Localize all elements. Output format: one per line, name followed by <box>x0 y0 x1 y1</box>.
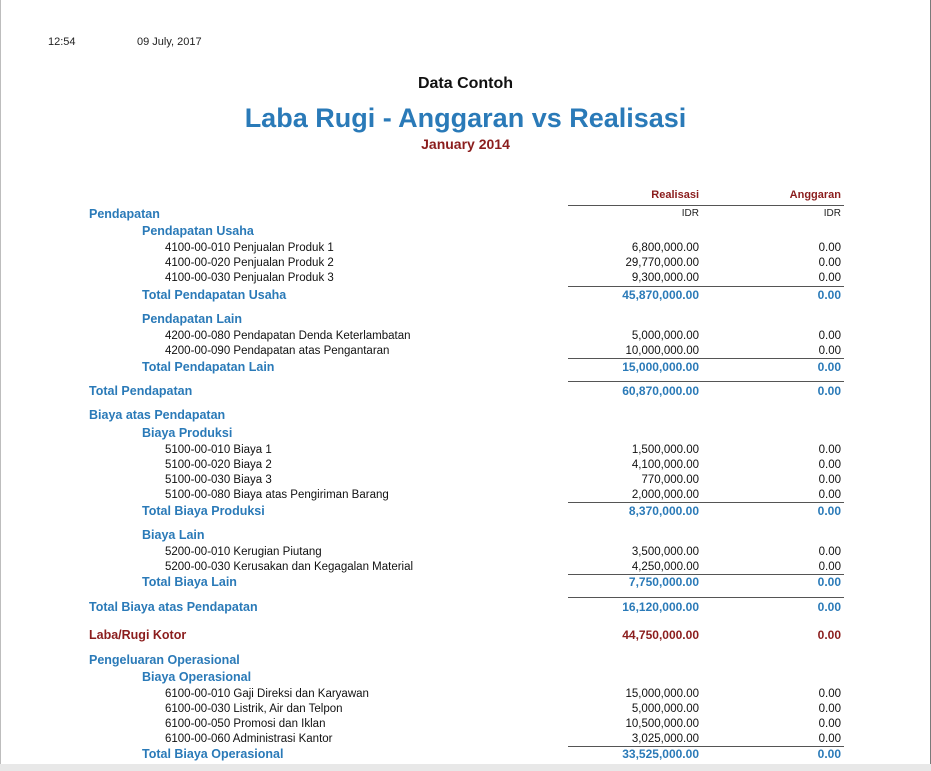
subtotal-rule <box>568 574 844 575</box>
amount-realisasi: 5,000,000.00 <box>631 703 699 715</box>
total-pendapatan-usaha-anggaran: 0.00 <box>817 288 841 302</box>
print-date: 09 July, 2017 <box>137 36 202 48</box>
account-row: 4100-00-010 Penjualan Produk 1 <box>165 242 334 254</box>
total-pendapatan-lain-realisasi: 15,000,000.00 <box>622 360 699 374</box>
column-header-anggaran: Anggaran <box>789 189 841 201</box>
account-row: 4200-00-080 Pendapatan Denda Keterlambatan <box>165 330 411 342</box>
laba-rugi-kotor-anggaran: 0.00 <box>817 628 841 642</box>
amount-anggaran: 0.00 <box>818 330 841 342</box>
total-biaya-operasional-realisasi: 33,525,000.00 <box>622 747 699 761</box>
amount-anggaran: 0.00 <box>818 257 841 269</box>
total-biaya-lain-label: Total Biaya Lain <box>142 575 237 589</box>
amount-realisasi: 29,770,000.00 <box>625 257 699 269</box>
group-biaya-lain: Biaya Lain <box>142 528 205 542</box>
account-row: 5100-00-080 Biaya atas Pengiriman Barang <box>165 489 389 501</box>
account-row: 5100-00-030 Biaya 3 <box>165 474 272 486</box>
column-header-rule <box>568 205 844 206</box>
total-biaya-produksi-anggaran: 0.00 <box>817 504 841 518</box>
section-biaya-atas-pendapatan: Biaya atas Pendapatan <box>89 408 226 422</box>
company-name: Data Contoh <box>417 75 514 92</box>
amount-anggaran: 0.00 <box>818 345 841 357</box>
amount-realisasi: 2,000,000.00 <box>631 489 699 501</box>
amount-realisasi: 9,300,000.00 <box>631 272 699 284</box>
amount-realisasi: 3,500,000.00 <box>631 546 699 558</box>
account-row: 4200-00-090 Pendapatan atas Pengantaran <box>165 345 390 357</box>
total-biaya-lain-anggaran: 0.00 <box>817 575 841 589</box>
currency-anggaran: IDR <box>823 208 841 219</box>
total-biaya-produksi-label: Total Biaya Produksi <box>142 504 265 518</box>
amount-anggaran: 0.00 <box>818 444 841 456</box>
total-biaya-produksi-realisasi: 8,370,000.00 <box>628 504 699 518</box>
currency-realisasi: IDR <box>681 208 699 219</box>
amount-anggaran: 0.00 <box>818 459 841 471</box>
account-row: 6100-00-050 Promosi dan Iklan <box>165 718 326 730</box>
account-row: 6100-00-010 Gaji Direksi dan Karyawan <box>165 688 369 700</box>
amount-realisasi: 10,500,000.00 <box>625 718 699 730</box>
section-pendapatan: Pendapatan <box>89 207 160 221</box>
total-biaya-atas-pendapatan-realisasi: 16,120,000.00 <box>622 600 699 614</box>
amount-anggaran: 0.00 <box>818 272 841 284</box>
amount-realisasi: 15,000,000.00 <box>625 688 699 700</box>
subtotal-rule <box>568 286 844 287</box>
amount-realisasi: 3,025,000.00 <box>631 733 699 745</box>
group-biaya-operasional: Biaya Operasional <box>142 670 252 684</box>
total-biaya-atas-pendapatan-label: Total Biaya atas Pendapatan <box>89 600 258 614</box>
column-header-realisasi: Realisasi <box>651 189 699 201</box>
total-biaya-lain-realisasi: 7,750,000.00 <box>628 575 699 589</box>
account-row: 4100-00-020 Penjualan Produk 2 <box>165 257 334 269</box>
total-pendapatan-anggaran: 0.00 <box>817 384 841 398</box>
report-period: January 2014 <box>421 136 510 152</box>
amount-realisasi: 4,100,000.00 <box>631 459 699 471</box>
amount-realisasi: 1,500,000.00 <box>631 444 699 456</box>
total-pendapatan-label: Total Pendapatan <box>89 384 193 398</box>
amount-anggaran: 0.00 <box>818 242 841 254</box>
laba-rugi-kotor-realisasi: 44,750,000.00 <box>622 628 699 642</box>
laba-rugi-kotor-label: Laba/Rugi Kotor <box>89 628 187 642</box>
amount-realisasi: 770,000.00 <box>641 474 699 486</box>
total-biaya-atas-pendapatan-anggaran: 0.00 <box>817 600 841 614</box>
amount-realisasi: 10,000,000.00 <box>625 345 699 357</box>
amount-anggaran: 0.00 <box>818 489 841 501</box>
subtotal-rule <box>568 746 844 747</box>
total-pendapatan-usaha-realisasi: 45,870,000.00 <box>622 288 699 302</box>
group-pendapatan-usaha: Pendapatan Usaha <box>142 224 254 238</box>
amount-anggaran: 0.00 <box>818 561 841 573</box>
total-biaya-operasional-label: Total Biaya Operasional <box>142 747 284 761</box>
total-pendapatan-lain-anggaran: 0.00 <box>817 360 841 374</box>
amount-realisasi: 5,000,000.00 <box>631 330 699 342</box>
amount-anggaran: 0.00 <box>818 703 841 715</box>
amount-anggaran: 0.00 <box>818 546 841 558</box>
page-bottom-edge <box>0 764 931 771</box>
amount-realisasi: 6,800,000.00 <box>631 242 699 254</box>
amount-anggaran: 0.00 <box>818 688 841 700</box>
subtotal-rule <box>568 358 844 359</box>
account-row: 4100-00-030 Penjualan Produk 3 <box>165 272 334 284</box>
amount-anggaran: 0.00 <box>818 733 841 745</box>
section-pengeluaran-operasional: Pengeluaran Operasional <box>89 653 240 667</box>
account-row: 5200-00-030 Kerusakan dan Kegagalan Material <box>165 561 414 573</box>
group-biaya-produksi: Biaya Produksi <box>142 426 233 440</box>
amount-anggaran: 0.00 <box>818 718 841 730</box>
total-rule <box>568 381 844 382</box>
total-biaya-operasional-anggaran: 0.00 <box>817 747 841 761</box>
amount-realisasi: 4,250,000.00 <box>631 561 699 573</box>
print-time: 12:54 <box>48 36 76 48</box>
report-title: Laba Rugi - Anggaran vs Realisasi <box>244 103 687 133</box>
group-pendapatan-lain: Pendapatan Lain <box>142 312 243 326</box>
total-rule <box>568 597 844 598</box>
account-row: 6100-00-030 Listrik, Air dan Telpon <box>165 703 343 715</box>
amount-anggaran: 0.00 <box>818 474 841 486</box>
subtotal-rule <box>568 502 844 503</box>
account-row: 5100-00-020 Biaya 2 <box>165 459 272 471</box>
account-row: 5100-00-010 Biaya 1 <box>165 444 272 456</box>
account-row: 5200-00-010 Kerugian Piutang <box>165 546 322 558</box>
total-pendapatan-realisasi: 60,870,000.00 <box>622 384 699 398</box>
account-row: 6100-00-060 Administrasi Kantor <box>165 733 333 745</box>
total-pendapatan-usaha-label: Total Pendapatan Usaha <box>142 288 287 302</box>
total-pendapatan-lain-label: Total Pendapatan Lain <box>142 360 275 374</box>
